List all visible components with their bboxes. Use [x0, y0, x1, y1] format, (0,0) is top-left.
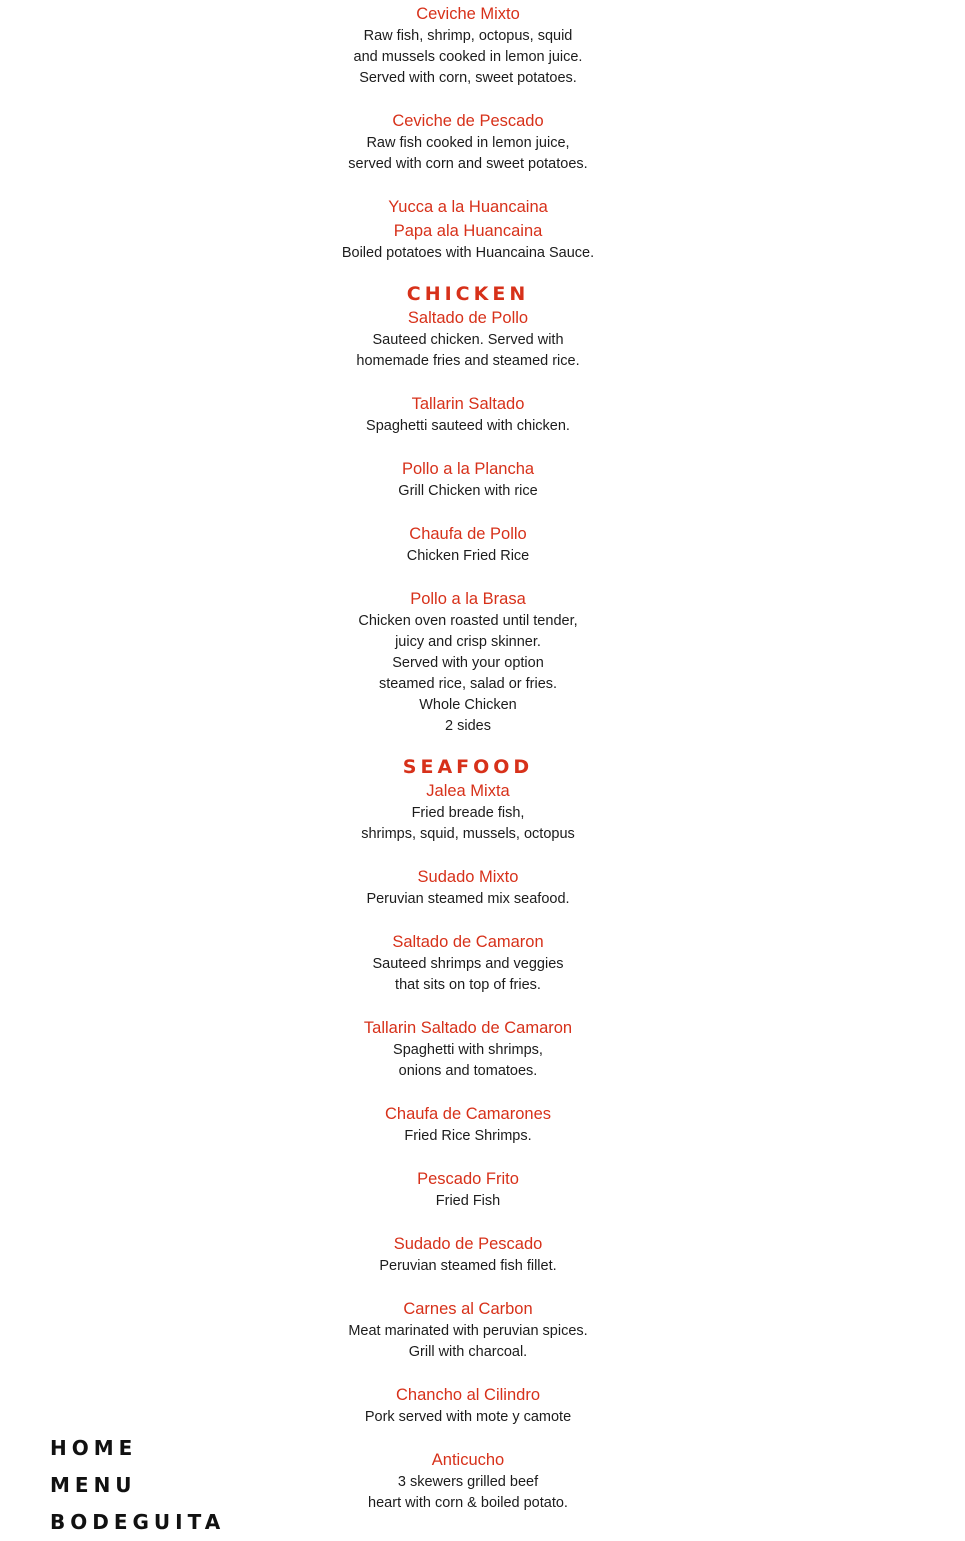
menu-item: [268, 1102, 668, 1147]
menu-item: [268, 930, 668, 996]
item-description: Spaghetti with shrimps, onions and tomatoes.: [393, 1042, 543, 1079]
item-name: Yucca a la Huancaina Papa ala Huancaina: [388, 198, 548, 240]
menu-item: [268, 1232, 668, 1277]
menu-item: [268, 2, 668, 89]
item-description: Raw fish, shrimp, octopus, squid and mussels cooked in lemon juice. Served with corn, sweet potatoes.: [353, 28, 583, 86]
menu-item: [268, 779, 668, 845]
item-description: Boiled potatoes with Huancaina Sauce.: [341, 245, 595, 261]
item-description: 3 skewers grilled beef heart with corn & boiled potato.: [368, 1474, 568, 1511]
section-starters: [268, 0, 668, 264]
item-name: Saltado de Camaron: [392, 933, 544, 951]
item-description: Spaghetti sauteed with chicken.: [366, 418, 570, 434]
menu-item: [268, 392, 668, 437]
item-description: Chicken Fried Rice: [406, 548, 530, 564]
menu-item: [268, 457, 668, 502]
item-name: Ceviche Mixto: [416, 5, 520, 23]
item-name: Sudado de Pescado: [393, 1235, 543, 1253]
item-name: Jalea Mixta: [426, 782, 510, 800]
item-description: Peruvian steamed fish fillet.: [379, 1258, 557, 1274]
item-description: Grill Chicken with rice: [398, 483, 538, 499]
nav-bodeguita[interactable]: BODEGUITA: [50, 1510, 226, 1534]
item-description: Fried Rice Shrimps.: [404, 1128, 532, 1144]
item-name: Saltado de Pollo: [407, 309, 529, 327]
menu-item: [268, 1383, 668, 1428]
menu-item: [268, 522, 668, 567]
section-chicken: [268, 282, 668, 737]
item-description: Chicken oven roasted until tender, juicy and crisp skinner. Served with your option steamed rice, salad or fries. Whole Chicken 2 sides: [358, 613, 578, 734]
item-name: Sudado Mixto: [417, 868, 519, 886]
menu-item: [268, 1448, 668, 1514]
menu-list: [268, 0, 668, 1514]
nav-menu[interactable]: MENU: [50, 1473, 137, 1497]
site-nav: [50, 1430, 225, 1541]
item-name: Chaufa de Camarones: [384, 1105, 551, 1123]
menu-item: [268, 1016, 668, 1082]
item-description: Peruvian steamed mix seafood.: [366, 891, 570, 907]
item-name: Chancho al Cilindro: [396, 1386, 540, 1404]
item-name: Chaufa de Pollo: [409, 525, 527, 543]
item-description: Sauteed shrimps and veggies that sits on top of fries.: [372, 956, 564, 993]
item-name: Tallarin Saltado: [411, 395, 525, 413]
menu-item: [268, 306, 668, 372]
item-name: Pollo a la Brasa: [410, 590, 526, 608]
item-name: Anticucho: [431, 1451, 505, 1469]
item-name: Ceviche de Pescado: [392, 112, 544, 130]
section-seafood: [268, 755, 668, 1514]
section-title: SEAFOOD: [402, 756, 534, 778]
item-name: Tallarin Saltado de Camaron: [363, 1019, 573, 1037]
item-name: Pollo a la Plancha: [401, 460, 535, 478]
item-description: Raw fish cooked in lemon juice, served with corn and sweet potatoes.: [348, 135, 588, 172]
menu-item: [268, 587, 668, 737]
item-description: Sauteed chicken. Served with homemade fries and steamed rice.: [356, 332, 580, 369]
menu-item: [268, 1167, 668, 1212]
menu-item: [268, 195, 668, 264]
item-description: Meat marinated with peruvian spices. Grill with charcoal.: [348, 1323, 588, 1360]
section-title: CHICKEN: [406, 283, 530, 305]
menu-item: [268, 1297, 668, 1363]
menu-item: [268, 109, 668, 175]
menu-item: [268, 865, 668, 910]
nav-home[interactable]: HOME: [50, 1436, 138, 1460]
item-name: Carnes al Carbon: [403, 1300, 533, 1318]
item-description: Fried breade fish, shrimps, squid, mussels, octopus: [361, 805, 575, 842]
item-description: Fried Fish: [435, 1193, 501, 1209]
item-description: Pork served with mote y camote: [364, 1409, 572, 1425]
item-name: Pescado Frito: [417, 1170, 519, 1188]
